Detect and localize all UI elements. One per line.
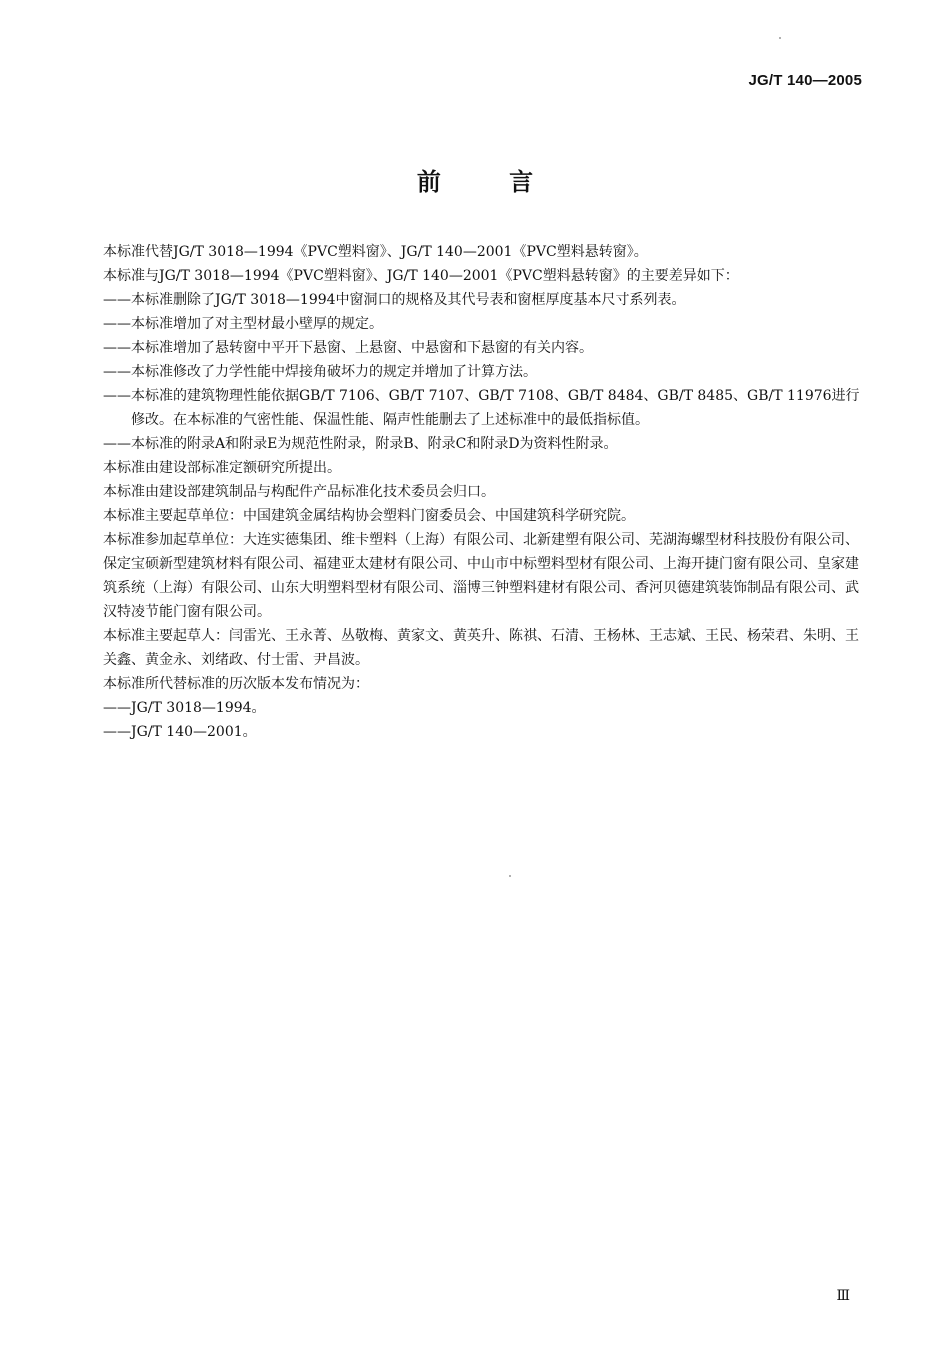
list-item-history-1: ——JG/T 3018—1994。 — [103, 700, 266, 716]
scan-speck — [509, 875, 511, 877]
list-item-diff-5: ——本标准的建筑物理性能依据GB/T 7106、GB/T 7107、GB/T 7108、GB/T 8484、GB/T 8485、GB/T 11976进行修改。在本标准的气密性能、保温性能、隔声性能删去了上述标准中的最低指标值。 — [103, 388, 860, 428]
paragraph-proposed-by: 本标准由建设部标准定额研究所提出。 — [103, 460, 341, 476]
list-item-history-2: ——JG/T 140—2001。 — [103, 724, 257, 740]
paragraph-differences-intro: 本标准与JG/T 3018—1994《PVC塑料窗》、JG/T 140—2001《PVC塑料悬转窗》的主要差异如下： — [103, 268, 739, 284]
paragraph-main-drafters: 本标准主要起草人：闫雷光、王永菁、丛敬梅、黄家文、黄英升、陈祺、石清、王杨林、王志斌、王民、杨荣君、朱明、王关鑫、黄金永、刘绪政、付士雷、尹昌波。 — [103, 628, 859, 668]
list-item-diff-3: ——本标准增加了悬转窗中平开下悬窗、上悬窗、中悬窗和下悬窗的有关内容。 — [103, 340, 593, 356]
list-item-diff-2: ——本标准增加了对主型材最小壁厚的规定。 — [103, 316, 383, 332]
paragraph-main-drafters-org: 本标准主要起草单位：中国建筑金属结构协会塑料门窗委员会、中国建筑科学研究院。 — [103, 508, 635, 524]
paragraph-participating-orgs: 本标准参加起草单位：大连实德集团、维卡塑料（上海）有限公司、北新建塑有限公司、芜湖海螺型材科技股份有限公司、保定宝硕新型建筑材料有限公司、福建亚太建材有限公司、中山市中标塑料型材有限公司、上海开捷门窗有限公司、皇家建筑系统（上海）有限公司、山东大明塑料型材有限公司、淄博三钟塑料建材有限公司、香河贝德建筑装饰制品有限公司、武汉特凌节能门窗有限公司。 — [103, 532, 859, 620]
list-item-diff-6: ——本标准的附录A和附录E为规范性附录，附录B、附录C和附录D为资料性附录。 — [103, 436, 618, 452]
list-item-diff-1: ——本标准删除了JG/T 3018—1994中窗洞口的规格及其代号表和窗框厚度基本尺寸系列表。 — [103, 292, 686, 308]
list-item-diff-4: ——本标准修改了力学性能中焊接角破坏力的规定并增加了计算方法。 — [103, 364, 537, 380]
standard-number: JG/T 140—2005 — [748, 72, 862, 89]
scan-speck — [779, 37, 781, 39]
page-number: Ⅲ — [836, 1288, 850, 1304]
page-title: 前 言 — [416, 168, 564, 196]
paragraph-history-intro: 本标准所代替标准的历次版本发布情况为： — [103, 676, 369, 692]
paragraph-administered-by: 本标准由建设部建筑制品与构配件产品标准化技术委员会归口。 — [103, 484, 495, 500]
foreword-body — [103, 240, 865, 744]
paragraph-replaces: 本标准代替JG/T 3018—1994《PVC塑料窗》、JG/T 140—2001《PVC塑料悬转窗》。 — [103, 244, 648, 260]
